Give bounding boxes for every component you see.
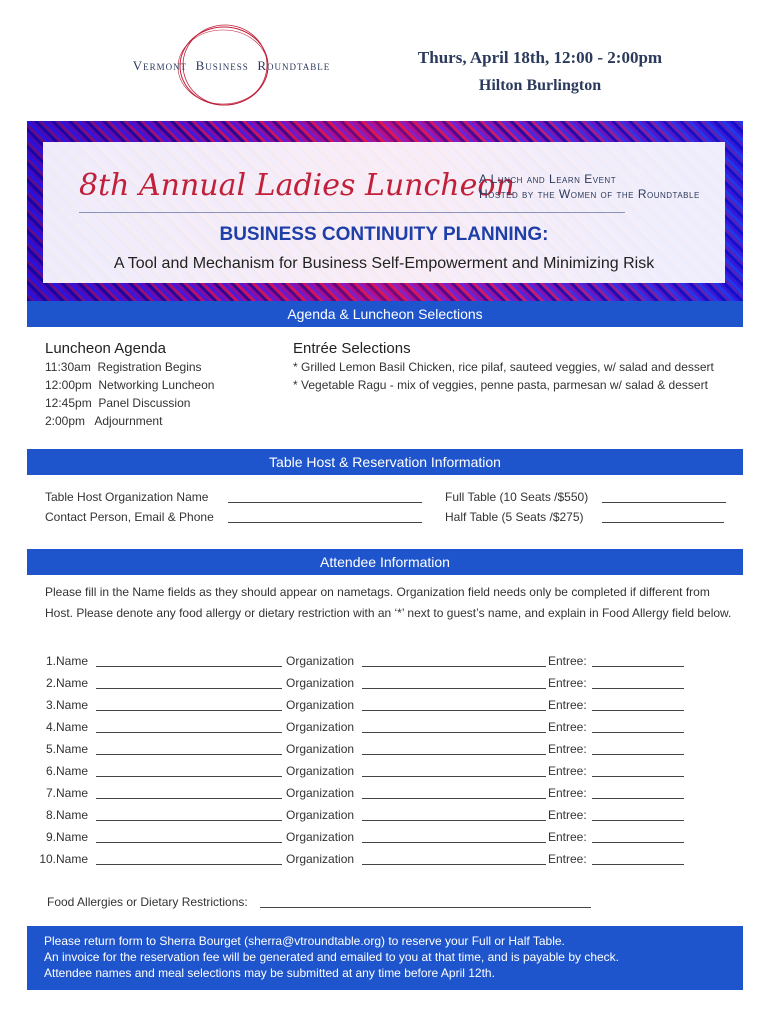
agenda-item: 11:30am Registration Begins	[45, 360, 202, 374]
attendee-org-label: Organization	[286, 742, 355, 756]
half-table-field[interactable]	[602, 522, 724, 523]
attendee-org-label: Organization	[286, 720, 355, 734]
attendee-entree-field[interactable]	[592, 754, 684, 755]
attendee-name-field[interactable]	[96, 732, 282, 733]
attendee-name-label: Name	[56, 720, 89, 734]
agenda-item: 12:00pm Networking Luncheon	[45, 378, 215, 392]
entree-option: * Vegetable Ragu - mix of veggies, penne pasta, parmesan w/ salad & dessert	[293, 378, 708, 392]
attendee-name-field[interactable]	[96, 798, 282, 799]
attendee-org-label: Organization	[286, 786, 355, 800]
attendee-name-label: Name	[56, 654, 89, 668]
attendee-row-number: 9.	[45, 830, 56, 844]
attendee-row-number: 3.	[45, 698, 56, 712]
contact-label: Contact Person, Email & Phone	[45, 510, 214, 524]
attendee-row	[0, 698, 770, 718]
event-banner	[27, 121, 743, 301]
attendee-org-field[interactable]	[362, 732, 546, 733]
attendee-name-field[interactable]	[96, 864, 282, 865]
attendee-entree-label: Entree:	[548, 676, 587, 690]
logo-text: Vermont Business Roundtable	[132, 58, 331, 73]
attendee-row	[0, 764, 770, 784]
attendee-entree-label: Entree:	[548, 742, 587, 756]
attendee-org-label: Organization	[286, 698, 355, 712]
attendee-entree-label: Entree:	[548, 720, 587, 734]
attendee-name-label: Name	[56, 808, 89, 822]
vbr-logo	[104, 24, 359, 108]
attendee-name-label: Name	[56, 698, 89, 712]
attendee-org-field[interactable]	[362, 688, 546, 689]
footer-line-3: Attendee names and meal selections may be submitted at any time before April 12th.	[44, 966, 495, 980]
attendee-entree-field[interactable]	[592, 820, 684, 821]
attendee-name-label: Name	[56, 742, 89, 756]
attendee-row	[0, 852, 770, 872]
footer-line-2: An invoice for the reservation fee will be generated and emailed to you at that time, and is payable by check.	[44, 950, 620, 964]
attendee-name-label: Name	[56, 786, 89, 800]
attendee-org-field[interactable]	[362, 710, 546, 711]
banner-divider	[79, 212, 625, 213]
full-table-field[interactable]	[602, 502, 726, 503]
attendee-row	[0, 830, 770, 850]
attendee-entree-field[interactable]	[592, 798, 684, 799]
attendee-row-number: 8.	[45, 808, 56, 822]
attendee-entree-field[interactable]	[592, 666, 684, 667]
attendee-org-label: Organization	[286, 676, 355, 690]
attendee-name-field[interactable]	[96, 710, 282, 711]
attendee-org-label: Organization	[286, 852, 355, 866]
attendee-name-field[interactable]	[96, 776, 282, 777]
attendee-name-field[interactable]	[96, 842, 282, 843]
attendee-section-bar: Attendee Information	[27, 549, 743, 575]
attendee-name-field[interactable]	[96, 820, 282, 821]
attendee-row	[0, 742, 770, 762]
entree-heading: Entrée Selections	[293, 340, 411, 357]
banner-box	[43, 142, 725, 283]
attendee-org-field[interactable]	[362, 666, 546, 667]
attendee-name-field[interactable]	[96, 754, 282, 755]
event-date: Thurs, April 18th, 12:00 - 2:00pm	[417, 48, 663, 67]
half-table-label: Half Table (5 Seats /$275)	[445, 510, 584, 524]
contact-field[interactable]	[228, 522, 422, 523]
luncheon-subtitle-1: A Lunch and Learn Event	[479, 172, 617, 186]
luncheon-subtitle-2: Hosted by the Women of the Roundtable	[479, 187, 700, 201]
attendee-entree-label: Entree:	[548, 764, 587, 778]
attendee-entree-label: Entree:	[548, 786, 587, 800]
attendee-row	[0, 676, 770, 696]
attendee-row	[0, 786, 770, 806]
attendee-entree-label: Entree:	[548, 654, 587, 668]
attendee-entree-label: Entree:	[548, 808, 587, 822]
attendee-org-field[interactable]	[362, 798, 546, 799]
attendee-name-field[interactable]	[96, 666, 282, 667]
return-info-footer	[27, 926, 743, 990]
attendee-entree-label: Entree:	[548, 830, 587, 844]
attendee-org-field[interactable]	[362, 820, 546, 821]
host-section-bar: Table Host & Reservation Information	[27, 449, 743, 475]
attendee-instructions: Please fill in the Name fields as they should appear on nametags. Organization field needs only be completed if different from Host. Please denote any food allergy or dietary restriction with an ‘*’ next to guest’s name, and explain in Food Allergy field below.	[45, 585, 732, 620]
attendee-entree-field[interactable]	[592, 776, 684, 777]
agenda-item: 2:00pm Adjournment	[45, 414, 163, 428]
attendee-org-label: Organization	[286, 654, 355, 668]
attendee-row-number: 1.	[45, 654, 56, 668]
attendee-name-field[interactable]	[96, 688, 282, 689]
attendee-row-number: 6.	[45, 764, 56, 778]
agenda-item: 12:45pm Panel Discussion	[45, 396, 191, 410]
attendee-row	[0, 808, 770, 828]
attendee-row-number: 5.	[45, 742, 56, 756]
attendee-row-number: 7.	[45, 786, 56, 800]
attendee-entree-field[interactable]	[592, 732, 684, 733]
attendee-org-label: Organization	[286, 808, 355, 822]
attendee-entree-label: Entree:	[548, 698, 587, 712]
attendee-row	[0, 654, 770, 674]
entree-option: * Grilled Lemon Basil Chicken, rice pilaf, sauteed veggies, w/ salad and dessert	[293, 360, 714, 374]
attendee-row-number: 2.	[45, 676, 56, 690]
full-table-label: Full Table (10 Seats /$550)	[445, 490, 589, 504]
attendee-name-label: Name	[56, 764, 89, 778]
attendee-org-field[interactable]	[362, 864, 546, 865]
bcp-heading: BUSINESS CONTINUITY PLANNING:	[219, 224, 549, 245]
attendee-org-label: Organization	[286, 764, 355, 778]
attendee-name-label: Name	[56, 852, 89, 866]
attendee-org-label: Organization	[286, 830, 355, 844]
agenda-heading: Luncheon Agenda	[45, 340, 166, 357]
attendee-entree-field[interactable]	[592, 864, 684, 865]
attendee-row-number: 10.	[39, 852, 56, 866]
attendee-row-number: 4.	[45, 720, 56, 734]
event-venue: Hilton Burlington	[478, 77, 602, 94]
attendee-entree-field[interactable]	[592, 842, 684, 843]
attendee-entree-label: Entree:	[548, 852, 587, 866]
host-org-field[interactable]	[228, 502, 422, 503]
allergy-field[interactable]	[260, 907, 591, 908]
attendee-row	[0, 720, 770, 740]
luncheon-title: 8th Annual Ladies Luncheon	[79, 168, 515, 203]
attendee-name-label: Name	[56, 676, 89, 690]
attendee-name-label: Name	[56, 830, 89, 844]
allergy-label: Food Allergies or Dietary Restrictions:	[47, 895, 248, 909]
attendee-org-field[interactable]	[362, 842, 546, 843]
bcp-tagline: A Tool and Mechanism for Business Self-Empowerment and Minimizing Risk	[113, 255, 655, 272]
host-org-label: Table Host Organization Name	[45, 490, 209, 504]
footer-line-1: Please return form to Sherra Bourget (sherra@vtroundtable.org) to reserve your Full or Half Table.	[44, 934, 565, 948]
attendee-org-field[interactable]	[362, 754, 546, 755]
agenda-section-bar: Agenda & Luncheon Selections	[27, 301, 743, 327]
attendee-org-field[interactable]	[362, 776, 546, 777]
attendee-entree-field[interactable]	[592, 688, 684, 689]
attendee-entree-field[interactable]	[592, 710, 684, 711]
